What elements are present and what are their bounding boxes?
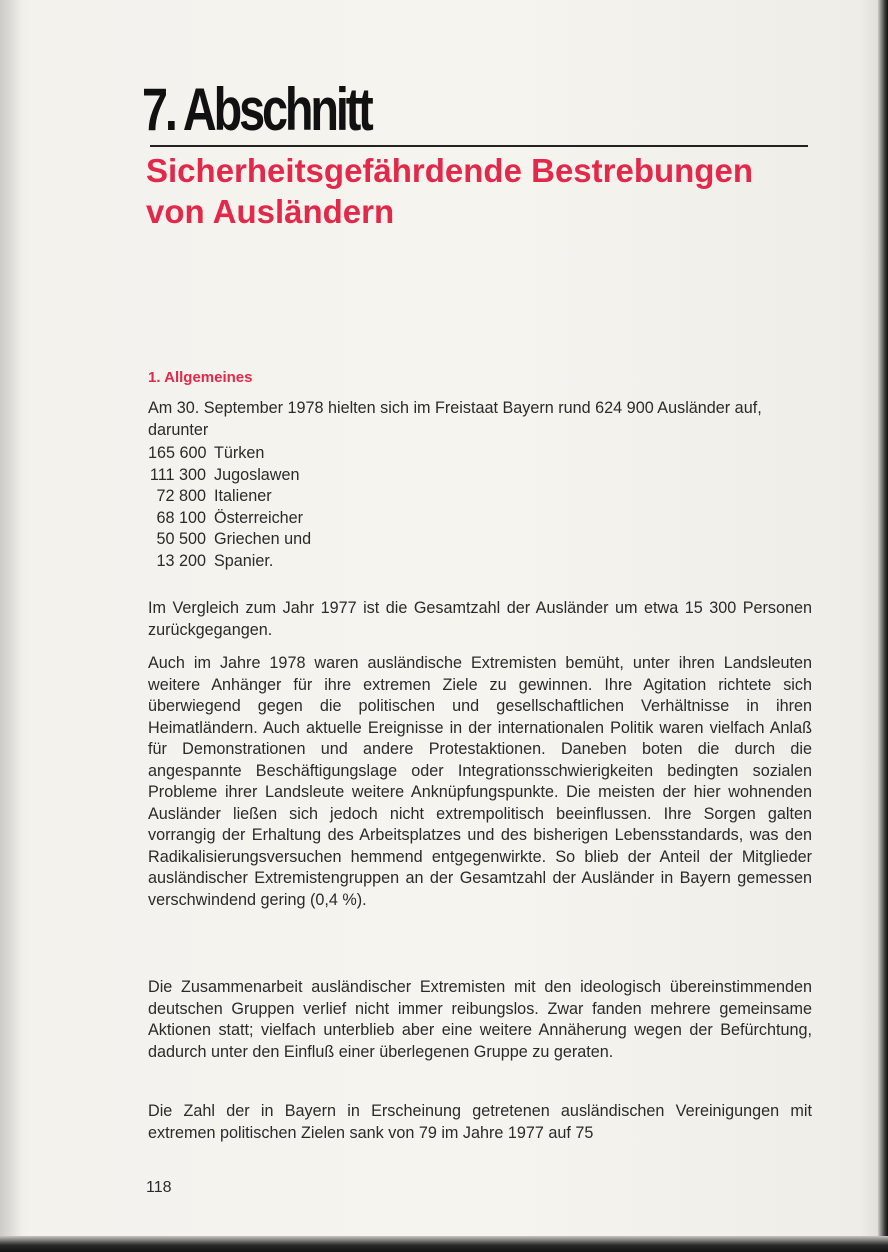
nationality-label: Jugoslawen (214, 465, 300, 484)
binding-shadow (0, 0, 22, 1252)
list-item (148, 551, 311, 573)
population-count: 165 600 (148, 444, 207, 462)
intro-paragraph: Am 30. September 1978 hielten sich im Freistaat Bayern rund 624 900 Ausländer auf, darunter (148, 399, 762, 439)
nationality-label: Spanier. (214, 551, 274, 570)
cooperation-paragraph: Die Zusammenarbeit ausländischer Extremisten mit den ideologisch übereinstimmenden deutschen Gruppen verlief nicht immer reibungslos. Zwar fanden mehrere gemeinsame Aktionen statt; vielfach unterblieb aber eine weitere Annäherung wegen der Befürchtung, dadurch unter den Einfluß einer überlegenen Gruppe zu geraten. (148, 978, 812, 1061)
list-item (148, 529, 311, 551)
extremists-paragraph: Auch im Jahre 1978 waren ausländische Extremisten bemüht, unter ihren Landsleuten weitere Anhänger für ihre extremen Ziele zu gewinnen. Ihre Agitation richtete sich überwiegend gegen die politischen und gesellschaftlichen Verhältnisse in ihren Heimatländern. Auch aktuelle Ereignisse in der internationalen Politik waren vielfach Anlaß für Demonstrationen und andere Protestaktionen. Daneben boten die durch die angespannte Beschäftigungslage oder Integrationsschwierigkeiten bedingten sozialen Probleme ihrer Landsleute weitere Anknüpfungspunkte. Die meisten der hier wohnenden Ausländer ließen sich jedoch nicht extrempolitisch beeinflussen. Ihre Sorgen galten vorrangig der Erhaltung des Arbeitsplatzes und des bisherigen Lebensstandards, was den Radikalisierungsversuchen hemmend entgegenwirkte. So blieb der Anteil der Mitglieder ausländischer Extremistengruppen an der Gesamtzahl der Ausländer in Bayern gemessen verschwindend gering (0,4 %). (148, 654, 812, 909)
nationality-label: Griechen und (214, 530, 312, 548)
nationality-label: Österreicher (214, 508, 304, 527)
nationality-label: Türken (214, 444, 265, 462)
population-list (148, 443, 311, 572)
associations-paragraph: Die Zahl der in Bayern in Erscheinung getretenen ausländischen Vereinigungen mit extremen politischen Zielen sank von 79 im Jahre 1977 auf 75 (148, 1102, 812, 1142)
page-edge-bottom (0, 1236, 888, 1252)
chapter-title: 7. Abschnitt (142, 76, 371, 143)
population-count: 68 100 (156, 508, 206, 527)
list-item (148, 465, 311, 487)
list-item (148, 486, 311, 508)
chapter-subtitle: Sicherheitsgefährdende Bestrebungen von Ausländern (146, 152, 753, 230)
chapter-divider (150, 145, 808, 147)
section-heading: 1. Allgemeines (148, 369, 253, 386)
page-number: 118 (146, 1179, 172, 1196)
list-item (148, 508, 311, 530)
nationality-label: Italiener (214, 487, 272, 505)
population-count: 72 800 (156, 487, 206, 505)
population-count: 111 300 (149, 465, 206, 484)
comparison-paragraph: Im Vergleich zum Jahr 1977 ist die Gesamtzahl der Ausländer um etwa 15 300 Personen zurückgegangen. (148, 599, 812, 639)
list-item (148, 443, 311, 465)
population-count: 50 500 (156, 530, 206, 548)
page-edge-right (878, 0, 888, 1252)
population-count: 13 200 (156, 551, 206, 570)
